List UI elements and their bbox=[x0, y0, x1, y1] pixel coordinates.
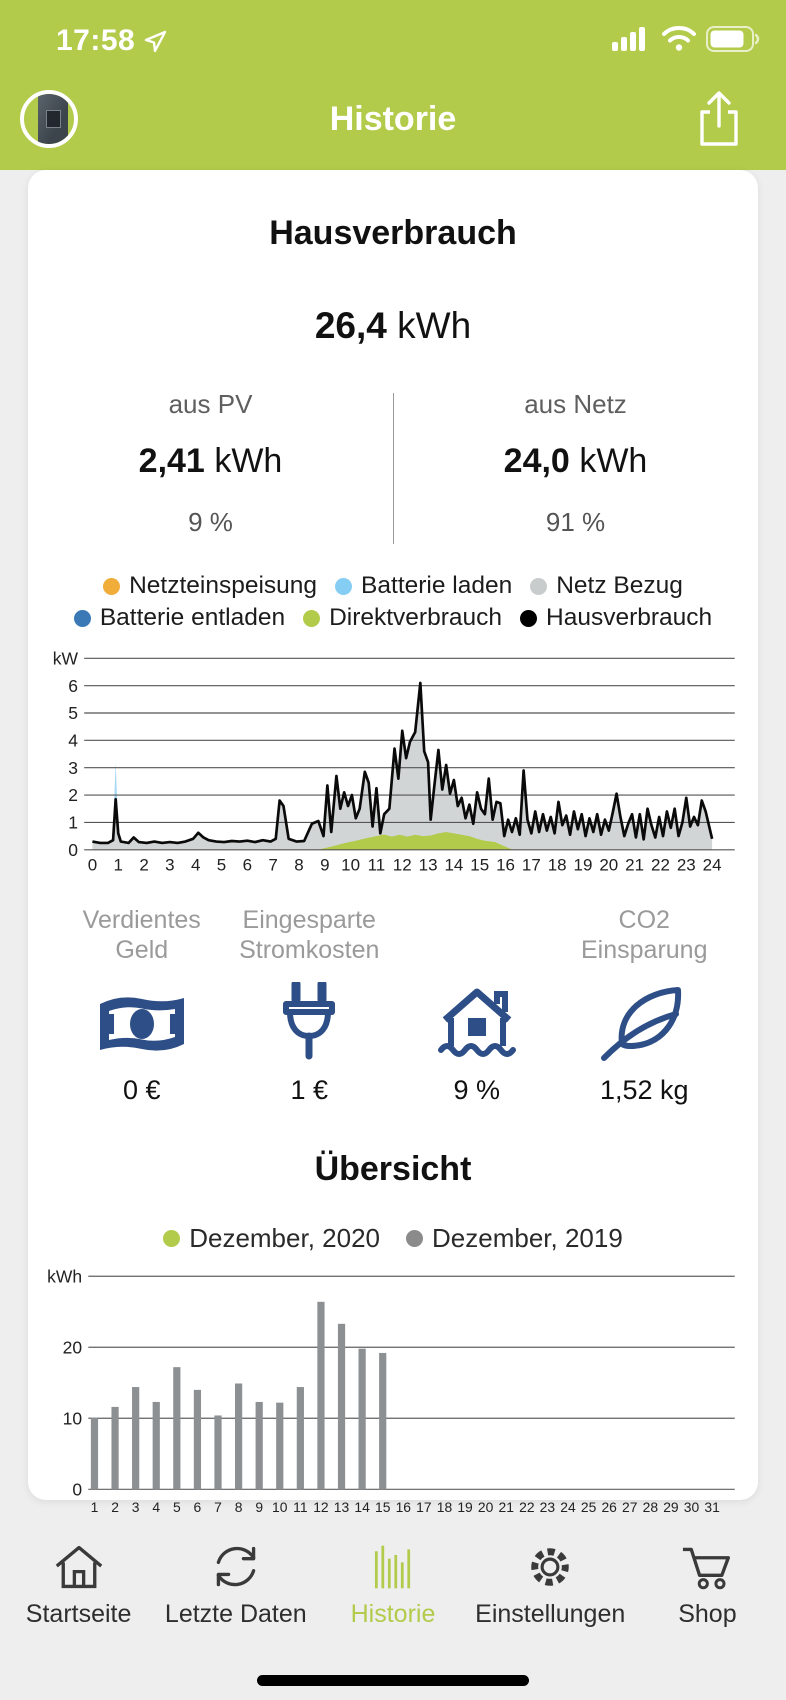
svg-text:31: 31 bbox=[704, 1498, 720, 1515]
svg-text:6: 6 bbox=[193, 1498, 202, 1515]
svg-text:21: 21 bbox=[625, 855, 645, 875]
svg-text:6: 6 bbox=[242, 855, 253, 875]
legend-item-dezember-2020: Dezember, 2020 bbox=[163, 1223, 380, 1254]
home-icon bbox=[51, 1540, 107, 1592]
house-water-icon bbox=[393, 981, 561, 1067]
aus-pv-label: aus PV bbox=[168, 389, 253, 419]
legend-dot bbox=[335, 578, 352, 595]
svg-text:3: 3 bbox=[131, 1498, 140, 1515]
month-chart-legend bbox=[28, 1223, 758, 1254]
svg-text:17: 17 bbox=[521, 855, 541, 875]
wifi-icon bbox=[662, 26, 696, 52]
share-button[interactable] bbox=[696, 88, 742, 148]
aus-netz-column bbox=[393, 389, 758, 538]
cart-icon bbox=[679, 1540, 735, 1592]
status-time bbox=[56, 24, 169, 58]
legend-item-batterie-entladen: Batterie entladen bbox=[74, 604, 285, 632]
svg-text:11: 11 bbox=[293, 1498, 308, 1515]
svg-text:23: 23 bbox=[676, 855, 696, 875]
svg-text:7: 7 bbox=[268, 855, 278, 875]
svg-text:7: 7 bbox=[214, 1498, 222, 1515]
svg-text:9: 9 bbox=[255, 1498, 264, 1515]
svg-text:4: 4 bbox=[68, 730, 79, 751]
tab-shop[interactable]: Shop bbox=[629, 1540, 786, 1658]
day-consumption-chart[interactable] bbox=[43, 648, 743, 879]
svg-text:24: 24 bbox=[560, 1498, 576, 1515]
legend-item-batterie-laden: Batterie laden bbox=[335, 572, 512, 600]
svg-text:27: 27 bbox=[622, 1498, 638, 1515]
svg-text:1: 1 bbox=[113, 855, 123, 875]
total-consumption bbox=[28, 305, 758, 347]
leaf-icon bbox=[561, 981, 729, 1067]
sync-icon bbox=[209, 1540, 263, 1592]
banknote-icon bbox=[58, 981, 226, 1067]
tab-startseite[interactable]: Startseite bbox=[0, 1540, 157, 1658]
history-card bbox=[28, 170, 758, 1515]
svg-text:18: 18 bbox=[547, 855, 567, 875]
svg-text:kWh: kWh bbox=[47, 1267, 83, 1286]
svg-text:10: 10 bbox=[62, 1408, 83, 1429]
header bbox=[0, 0, 786, 170]
gear-icon bbox=[523, 1540, 577, 1592]
svg-text:12: 12 bbox=[392, 855, 412, 875]
svg-text:0: 0 bbox=[87, 855, 98, 875]
legend-dot bbox=[520, 610, 537, 627]
section-title-hausverbrauch: Hausverbrauch bbox=[269, 214, 517, 252]
stats-row bbox=[58, 905, 728, 1106]
histogram-icon bbox=[370, 1540, 416, 1592]
svg-text:11: 11 bbox=[367, 855, 386, 875]
svg-text:20: 20 bbox=[599, 855, 619, 875]
svg-text:2: 2 bbox=[68, 785, 79, 806]
svg-text:0: 0 bbox=[72, 1479, 83, 1500]
tab-einstellungen[interactable]: Einstellungen bbox=[472, 1540, 629, 1658]
legend-dot bbox=[163, 1230, 180, 1247]
clock-text: 17:58 bbox=[56, 24, 136, 57]
svg-text:15: 15 bbox=[374, 1498, 391, 1515]
svg-text:2: 2 bbox=[139, 855, 149, 875]
svg-text:10: 10 bbox=[341, 855, 361, 875]
legend-dot bbox=[530, 578, 547, 595]
aus-pv-percent: 9 % bbox=[188, 507, 233, 537]
column-divider bbox=[393, 393, 394, 544]
svg-text:20: 20 bbox=[477, 1498, 494, 1515]
svg-text:12: 12 bbox=[313, 1498, 329, 1515]
svg-text:8: 8 bbox=[234, 1498, 243, 1515]
stat-verdientes-geld: Verdientes Geld 0 € bbox=[58, 905, 226, 1106]
svg-text:16: 16 bbox=[496, 855, 515, 875]
total-value: 26,4 bbox=[314, 305, 387, 346]
svg-text:15: 15 bbox=[470, 855, 490, 875]
pv-netz-split bbox=[28, 389, 758, 538]
svg-text:4: 4 bbox=[190, 855, 201, 875]
status-bar bbox=[0, 22, 786, 62]
svg-text:23: 23 bbox=[539, 1498, 556, 1515]
svg-text:22: 22 bbox=[651, 855, 670, 875]
svg-text:5: 5 bbox=[172, 1498, 181, 1515]
svg-text:kW: kW bbox=[52, 648, 79, 669]
day-chart-legend bbox=[73, 572, 713, 632]
svg-text:9: 9 bbox=[320, 855, 330, 875]
svg-text:22: 22 bbox=[519, 1498, 535, 1515]
svg-text:6: 6 bbox=[68, 675, 79, 696]
svg-text:3: 3 bbox=[165, 855, 175, 875]
tab-historie[interactable]: Historie bbox=[314, 1540, 471, 1658]
legend-dot bbox=[103, 578, 120, 595]
legend-item-netz-bezug: Netz Bezug bbox=[530, 572, 683, 600]
svg-text:13: 13 bbox=[333, 1498, 350, 1515]
stat-co2-einsparung: CO2 Einsparung 1,52 kg bbox=[561, 905, 729, 1106]
legend-item-dezember-2019: Dezember, 2019 bbox=[406, 1223, 623, 1254]
svg-text:25: 25 bbox=[580, 1498, 597, 1515]
battery-icon bbox=[706, 26, 762, 52]
section-title-uebersicht: Übersicht bbox=[314, 1149, 472, 1188]
cellular-signal-icon bbox=[612, 26, 652, 52]
svg-text:3: 3 bbox=[68, 757, 79, 778]
aus-netz-label: aus Netz bbox=[524, 389, 627, 419]
location-icon bbox=[143, 28, 169, 54]
svg-text:19: 19 bbox=[457, 1498, 473, 1515]
svg-text:20: 20 bbox=[62, 1337, 83, 1358]
svg-text:17: 17 bbox=[416, 1498, 432, 1515]
svg-text:26: 26 bbox=[601, 1498, 617, 1515]
svg-text:30: 30 bbox=[683, 1498, 700, 1515]
legend-dot bbox=[303, 610, 320, 627]
aus-netz-value: 24,0 kWh bbox=[503, 442, 648, 480]
svg-text:4: 4 bbox=[152, 1498, 161, 1515]
home-indicator[interactable] bbox=[257, 1675, 529, 1686]
svg-text:24: 24 bbox=[702, 855, 722, 875]
legend-item-hausverbrauch: Hausverbrauch bbox=[520, 604, 712, 632]
svg-text:14: 14 bbox=[354, 1498, 370, 1515]
svg-text:1: 1 bbox=[68, 812, 79, 833]
svg-text:29: 29 bbox=[663, 1498, 679, 1515]
aus-pv-value: 2,41 kWh bbox=[138, 442, 283, 480]
page-title: Historie bbox=[329, 100, 457, 138]
svg-text:5: 5 bbox=[216, 855, 227, 875]
svg-text:1: 1 bbox=[90, 1498, 99, 1515]
legend-dot bbox=[74, 610, 91, 627]
legend-item-netzteinspeisung: Netzteinspeisung bbox=[103, 572, 317, 600]
stat-eingesparte-stromkosten: Eingesparte Stromkosten 1 € bbox=[226, 905, 394, 1106]
svg-text:13: 13 bbox=[418, 855, 438, 875]
aus-netz-percent: 91 % bbox=[545, 507, 606, 537]
svg-text:28: 28 bbox=[642, 1498, 659, 1515]
svg-text:18: 18 bbox=[436, 1498, 453, 1515]
svg-text:14: 14 bbox=[444, 855, 464, 875]
svg-text:21: 21 bbox=[498, 1498, 514, 1515]
svg-text:19: 19 bbox=[573, 855, 593, 875]
stat-autarkie: 9 % bbox=[393, 905, 561, 1106]
svg-text:8: 8 bbox=[294, 855, 304, 875]
total-unit: kWh bbox=[397, 305, 472, 346]
svg-text:2: 2 bbox=[111, 1498, 119, 1515]
svg-text:16: 16 bbox=[395, 1498, 412, 1515]
tab-letzte-daten[interactable]: Letzte Daten bbox=[157, 1540, 314, 1658]
tab-bar bbox=[0, 1540, 786, 1658]
legend-dot bbox=[406, 1230, 423, 1247]
legend-item-direktverbrauch: Direktverbrauch bbox=[303, 604, 502, 632]
svg-text:5: 5 bbox=[68, 703, 79, 724]
plug-icon bbox=[226, 981, 394, 1067]
svg-text:0: 0 bbox=[68, 839, 79, 860]
month-overview-chart[interactable] bbox=[43, 1268, 743, 1527]
aus-pv-column bbox=[28, 389, 393, 538]
svg-text:10: 10 bbox=[272, 1498, 288, 1515]
